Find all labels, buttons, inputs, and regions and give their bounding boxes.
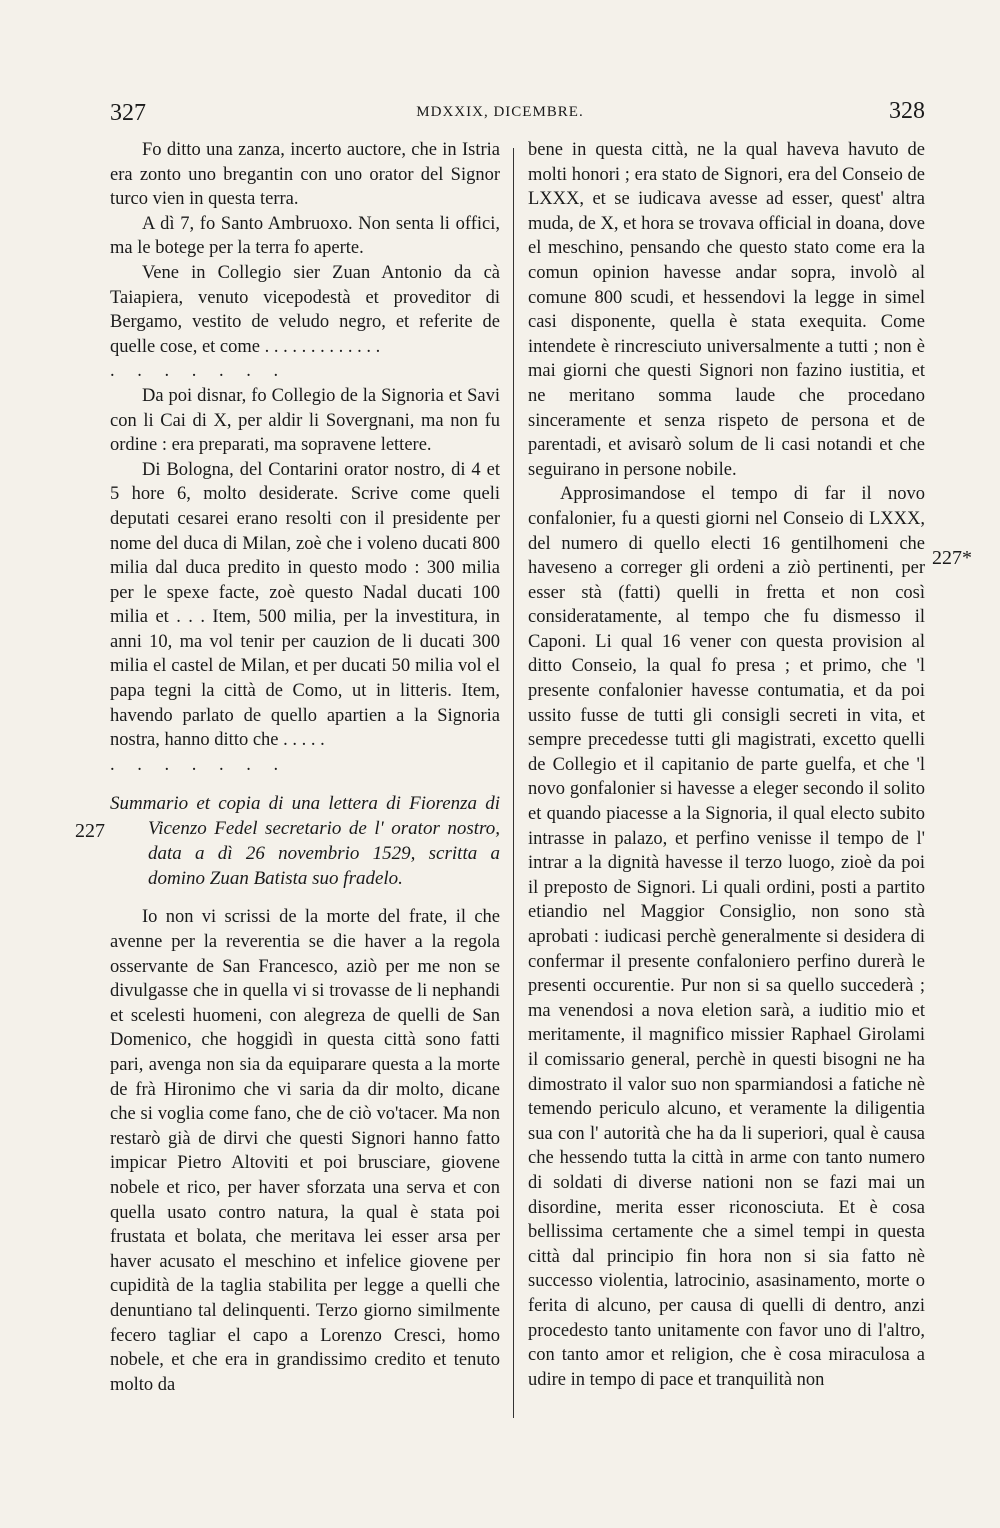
paragraph: Io non vi scrissi de la morte del frate, il che avenne per la reverentia se die haver a la regola osservante de San Francesco, aziò per me non se divulgasse che in quella vi si trovasse de li nephandi et scelesti huomeni, con alegreza de quelli de San Domenico, che hoggidì in questa città sono fatti pari, avenga non sia da equiparare questa a la morte de frà Hironimo che vi saria da dir molto, dicane che si voglia come fano, che de ciò vo'tacer. Ma non restarò già de dirvi che questi Signori hanno fatto impicar Pietro Altoviti et poi brusciare, giovene nobele et rico, per haver sforzata una serva et con quella usato contro natura, la qual è stata poi frustata et bolata, che meritava lei esser arsa per haver acusato el meschino et infelice giovene per cupidità de la taglia stabilita per legge a quelli che denuntiano tal delinquenti. Terzo giorno similmente fecero tagliar el capo a Lorenzo Cresci, homo nobele, et che era in grandissimo credito et tenuto molto da <box>110 907 500 1395</box>
paragraph: Approsimandose el tempo di far il novo confalonier, fu a questi giorni nel Conseio di LXXX, del numero di quello electi 16 gentilhomeni che haveseno a correger gli ordeni a ziò pertinenti, per esser stà (fatti) quelli in fretta et non così consideratamente, al tempo che fu dismesso il Caponi. Li qual 16 vener con questa provision al ditto Conseio, la qual fo presa ; et primo, che 'l presente confalonier havesse contumatia, et da poi ussito fusse de tutti gli consigli secreti in vita, et sempre precedesse tutti gli magistrati, excetto quelli de Collegio et il capitanio de parte guelfa, et che 'l novo gonfalonier si havesse a eleger secondo il solito et quando piacesse a la Signoria, il qual electo subito intrasse in palazo, et perfino venisse il tempo de l' intrar a la dignità havesse il terzo luogo, zioè da poi il preposto de Signori. Li quali ordini, posti a partito etiandio nel Maggior Consiglio, non sono stà aprobati : iudicasi perchè generalmente si desidera di confermar il presente confaloniero perfino durerà le presenti occurentie. Pur non si sa quello succederà ; ma venendosi a nova eletion sarà, a iuditio mio et meritamente, il magnifico missier Raphael Girolami il comissario general, perchè in questi bisogni ne ha dimostrato il valor suo non sparmiandosi a fatiche nè temendo periculo alcuno, et veramente la diligentia sua con l' autorità che ha da li superiori, qual è causa che hessendo tutta la città in arme con tanto numero di soldati di diverse nationi non se fazi mai un disordine, merita esser riconosciuta. Et è cosa bellissima certamente che a simel tempi in questa città dal principio fin hora non si sia fatto nè successo violentia, latrocinio, asasinamento, morte o ferita di alcuno, per causa di quelli di dentro, anzi procedesto tanto unitamente con favor uno di l'altro, con tanto amor et religion, che è cosa miraculosa a udire in tempo di pace et tranquilità non <box>528 484 925 1390</box>
letter-heading: Summario et copia di una lettera di Fiorenza di Vicenzo Fedel secretario de l' orator nostro, data a dì 26 novembrio 1529, scritta a domino Zuan Batista suo fradelo. <box>110 793 500 890</box>
column-divider <box>513 148 514 1418</box>
paragraph: Di Bologna, del Contarini orator nostro, di 4 et 5 hore 6, molto desiderate. Scrive come queli deputati cesarei erano resolti con il presidente per nome del duca di Milan, zoè che i voleno ducati 800 milia dal duca predito in questo modo : 300 milia per le spexe facte, zoè questo Nadal ducati 100 milia et . . . Item, 500 milia, per la investitura, in anni 10, ma vol tenir per cauzion de li ducati 300 milia el castel de Milan, et per ducati 50 milia vol el papa tegni la città de Como, ut in litteris. Item, havendo parlato de quello apartien a la Signoria nostra, hanno ditto che . . . . . <box>110 459 500 751</box>
page-number-left: 327 <box>110 100 146 126</box>
margin-note-right: 227* <box>932 547 972 569</box>
omission-dots: . . . . . . . <box>110 754 288 775</box>
paragraph: Da poi disnar, fo Collegio de la Signoria et Savi con li Cai di X, per aldir li Sovergnani, ma non fu ordine : era preparati, ma sopravene lettere. <box>110 385 500 456</box>
paragraph: Vene in Collegio sier Zuan Antonio da cà Taiapiera, venuto vicepodestà et proveditor di Bergamo, vestito de veludo negro, et referite de quelle cose, et come . . . . . . . . . . . . . <box>110 262 500 357</box>
margin-note-left: 227 <box>75 820 105 842</box>
paragraph: Fo ditto una zanza, incerto auctore, che in Istria era zonto uno bregantin con uno orator del Signor turco vien in questa terra. <box>110 140 500 210</box>
page-header <box>0 0 1000 130</box>
paragraph: A dì 7, fo Santo Ambruoxo. Non senta li offici, ma le botege per la terra fo aperte. <box>110 213 500 259</box>
omission-dots: . . . . . . . <box>110 361 288 382</box>
page-number-right: 328 <box>889 98 925 124</box>
right-column <box>528 138 925 1392</box>
left-column <box>110 138 500 1397</box>
paragraph: bene in questa città, ne la qual haveva havuto de molti honori ; era stato de Signori, era del Conseio de LXXX, et se iudicava avesse ad esser, quest' altra muda, de X, et hora se trovava official in doana, dove el meschino, pensando che questo stato come era la comun opinion havesse andar sopra, involò al comune 800 scudi, et hessendovi la legge in simel casi disponente, quella è stata exequita. Come intendete è rincresciuto universalmente a tutti ; non è mai giorni che questi Signori non fazino iustitia, et ne meritano somma laude che procedano sinceramente et senza rispeto de persona et de parentadi, et avisarò solum de li casi notandi et che seguirano in persone nobile. <box>528 140 925 480</box>
running-head: MDXXIX, DICEMBRE. <box>416 104 584 120</box>
